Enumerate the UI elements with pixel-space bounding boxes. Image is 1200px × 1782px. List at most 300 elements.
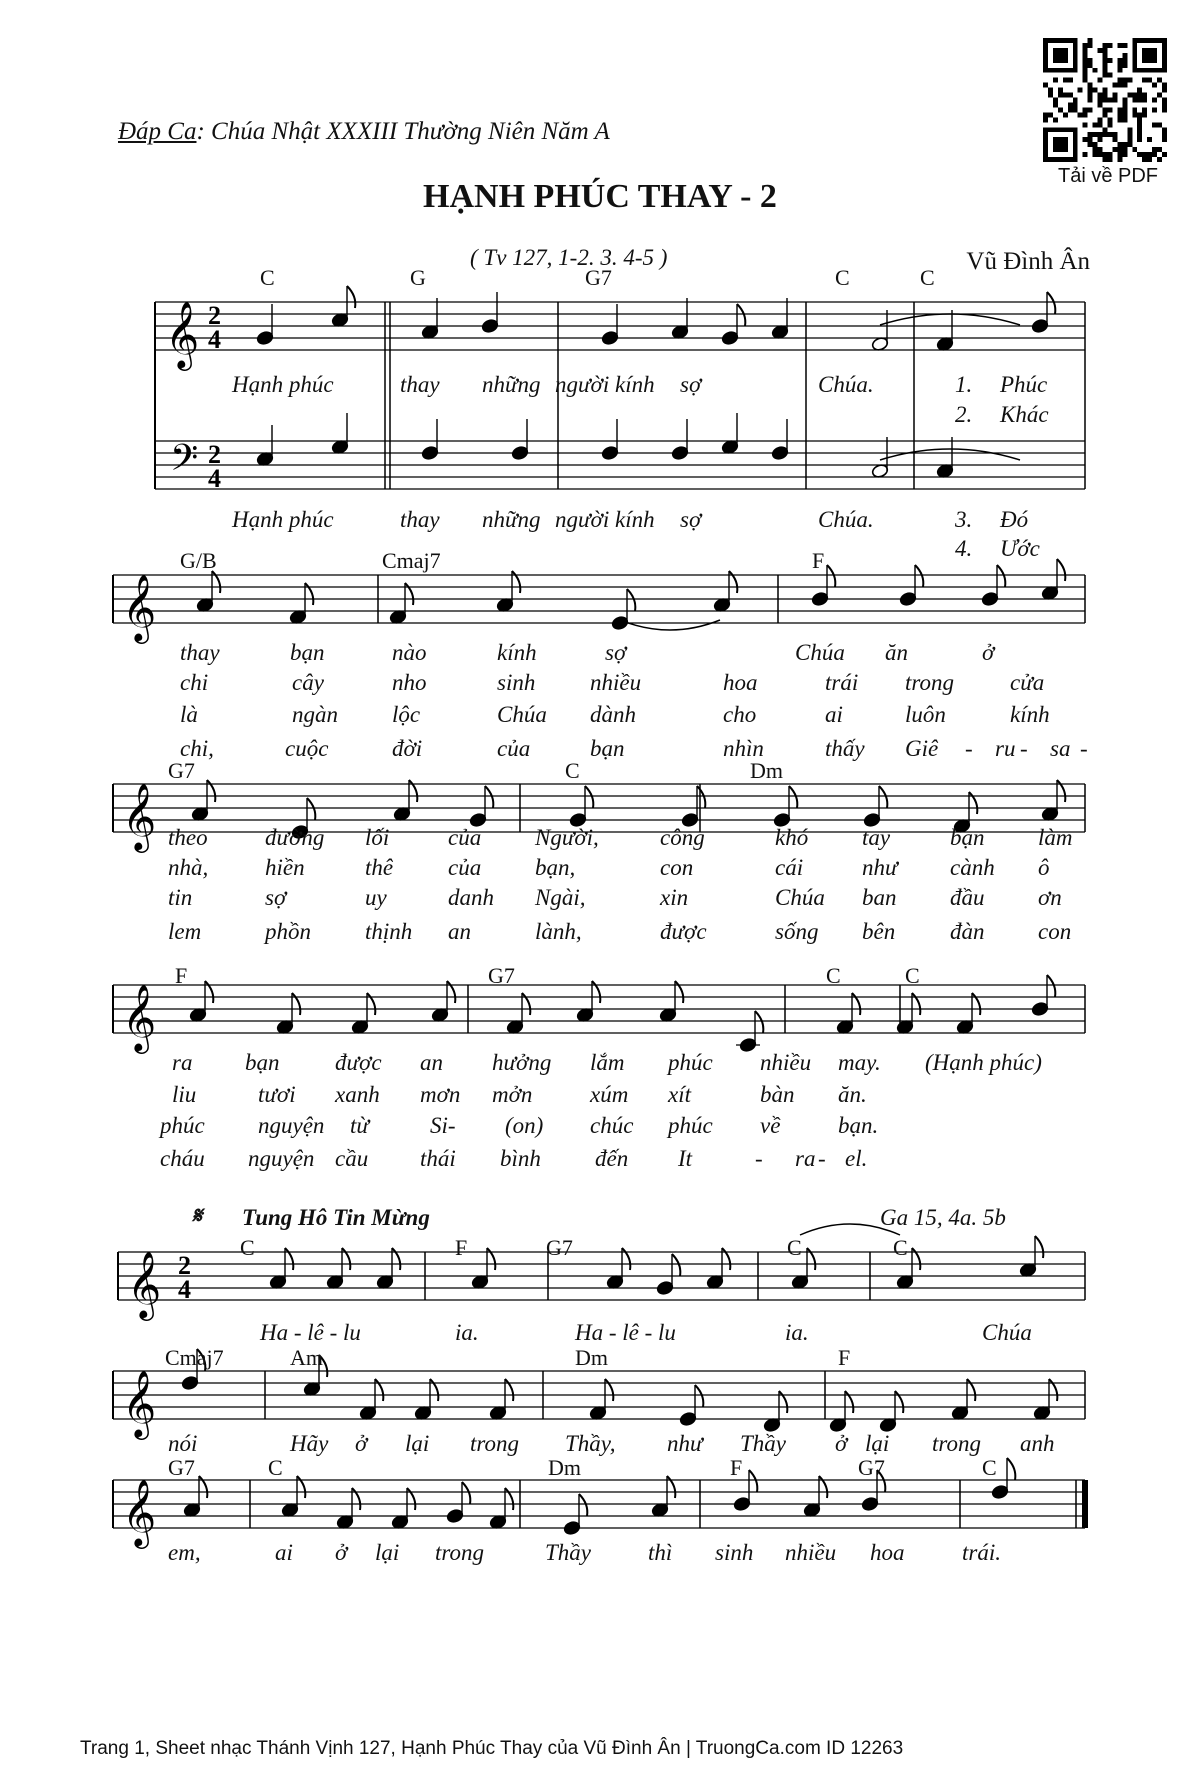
lyric-word: liu xyxy=(172,1082,197,1107)
lyric-word: tươi xyxy=(258,1082,296,1107)
lyric-word: trái. xyxy=(962,1540,1001,1565)
note-flag xyxy=(1057,780,1065,802)
chord-symbol: C xyxy=(565,758,580,783)
psalm-reference: ( Tv 127, 1-2. 3. 4-5 ) xyxy=(470,245,668,270)
note-head xyxy=(481,318,499,333)
section-title: Tung Hô Tin Mừng xyxy=(242,1205,430,1230)
lyric-word: an xyxy=(420,1050,443,1075)
lyric-word: được xyxy=(660,919,707,944)
lyric-word: Thầy xyxy=(740,1431,786,1456)
lyric-word: ở xyxy=(982,640,995,665)
lyric-word: em, xyxy=(168,1540,201,1565)
note-head xyxy=(671,445,689,460)
note-head xyxy=(601,330,619,345)
lyric-word: Phúc xyxy=(1000,372,1048,397)
note-head xyxy=(771,445,789,460)
lyric-word: lại xyxy=(865,1431,890,1456)
lyric-word: danh xyxy=(448,885,494,910)
note-flag xyxy=(697,786,705,808)
lyric-word: xin xyxy=(660,885,689,910)
lyric-word: sinh xyxy=(715,1540,754,1565)
chord-symbol: C xyxy=(260,265,275,290)
lyric-word: thì xyxy=(648,1540,673,1565)
lyric-word: trong xyxy=(470,1431,519,1456)
lyric-word: Hạnh phúc xyxy=(232,507,334,532)
lyric-word: bạn, xyxy=(535,855,576,880)
tie xyxy=(880,314,1020,325)
lyric-word: hoa xyxy=(870,1540,905,1565)
lyric-word: bạn. xyxy=(838,1113,879,1138)
note-flag xyxy=(347,286,355,308)
lyric-word: cành xyxy=(950,855,995,880)
lyric-word: Người, xyxy=(535,825,599,850)
lyric-word: ru xyxy=(995,736,1016,761)
time-signature: 2 xyxy=(178,1251,191,1280)
lyric-word: ra xyxy=(795,1146,816,1171)
note-head xyxy=(601,445,619,460)
note-flag xyxy=(592,981,600,1003)
lyric-word: Giê xyxy=(905,736,939,761)
note-flag xyxy=(807,1248,815,1270)
lyric-word: Chúa. xyxy=(818,372,874,397)
note-head xyxy=(733,1496,751,1511)
lyric-word: lem xyxy=(168,919,202,944)
lyric-word: làm xyxy=(1038,825,1073,850)
time-signature: 2 xyxy=(208,440,221,469)
chord-symbol: F xyxy=(838,1345,851,1370)
treble-clef-icon: 𝄞 xyxy=(122,573,157,641)
note-flag xyxy=(205,981,213,1003)
chord-symbol: G xyxy=(410,265,426,290)
slur xyxy=(620,620,720,630)
note-head xyxy=(563,1520,581,1535)
note-flag xyxy=(997,565,1005,587)
lyric-word: thịnh xyxy=(365,919,413,944)
chord-symbol: G7 xyxy=(168,1455,195,1480)
note-flag xyxy=(285,1248,293,1270)
lyric-word: ia. xyxy=(455,1320,479,1345)
note-flag xyxy=(1007,1458,1015,1480)
lyric-word: phúc xyxy=(668,1113,713,1138)
note-head xyxy=(1031,1001,1049,1016)
lyric-word: kính xyxy=(1010,702,1050,727)
note-head xyxy=(811,591,829,606)
song-title: HẠNH PHÚC THAY - 2 xyxy=(423,178,777,215)
note-head xyxy=(991,1484,1009,1499)
segno-icon: 𝄋 xyxy=(192,1203,202,1228)
note-head xyxy=(511,445,529,460)
svg-text:4: 4 xyxy=(208,325,221,354)
note-flag xyxy=(1047,292,1055,314)
chord-symbol: C xyxy=(787,1235,802,1260)
lyric-word: bạn xyxy=(290,640,325,665)
lyric-word: mơn xyxy=(420,1082,461,1107)
chord-symbol: C xyxy=(920,265,935,290)
lyric-word: thay xyxy=(400,372,440,397)
tie xyxy=(880,449,1020,460)
note-flag xyxy=(405,583,413,605)
note-flag xyxy=(695,1385,703,1407)
lyric-word: được xyxy=(335,1050,382,1075)
chord-symbol: F xyxy=(812,548,825,573)
note-head xyxy=(1031,318,1049,333)
lyric-word: thái xyxy=(420,1146,456,1171)
lyric-word: thấy xyxy=(825,736,865,761)
lyric-word: Chúa xyxy=(795,640,845,665)
note-flag xyxy=(375,1379,383,1401)
note-flag xyxy=(1047,975,1055,997)
chord-symbol: Cmaj7 xyxy=(382,548,441,573)
lyric-word: It xyxy=(678,1146,693,1171)
lyric-word: (on) xyxy=(505,1113,544,1138)
lyric-word: mởn xyxy=(492,1082,533,1107)
note-head xyxy=(256,330,274,345)
lyric-word: khó xyxy=(775,825,809,850)
download-pdf-link[interactable]: Tải về PDF xyxy=(1057,165,1159,187)
chord-symbol: G/B xyxy=(180,548,217,573)
lyric-word: an xyxy=(448,919,471,944)
lyric-word: uy xyxy=(365,885,387,910)
note-head xyxy=(899,591,917,606)
lyric-word: trong xyxy=(435,1540,484,1565)
lyric-word: 1. xyxy=(955,372,973,397)
lyric-word: như xyxy=(862,855,898,880)
lyric-word: nhìn xyxy=(723,736,764,761)
note-flag xyxy=(409,780,417,802)
lyric-word: hưởng xyxy=(492,1050,552,1075)
lyric-word: 3. xyxy=(955,507,973,532)
note-flag xyxy=(292,993,300,1015)
lyric-word: ia. xyxy=(785,1320,809,1345)
lyric-word: dành xyxy=(590,702,636,727)
lyric-word: sợ xyxy=(265,885,287,910)
lyric-word: sợ xyxy=(680,372,702,397)
lyric-word: Chúa xyxy=(497,702,547,727)
lyric-word: nhiều xyxy=(590,670,642,695)
note-flag xyxy=(627,589,635,611)
chord-symbol: G7 xyxy=(585,265,612,290)
lyric-word: sa xyxy=(1050,736,1071,761)
lyric-word: xúm xyxy=(590,1082,629,1107)
svg-text:4: 4 xyxy=(178,1275,191,1304)
note-flag xyxy=(672,1254,680,1276)
lyric-word: những xyxy=(482,372,541,397)
note-flag xyxy=(852,993,860,1015)
lyric-word: nguyện xyxy=(258,1113,325,1138)
chord-symbol: Am xyxy=(290,1345,323,1370)
lyric-word: ăn. xyxy=(838,1082,867,1107)
note-flag xyxy=(749,1470,757,1492)
lyric-word: lối xyxy=(365,825,390,850)
treble-clef-icon: 𝄞 xyxy=(127,1250,162,1318)
bass-clef-icon: 𝄢 xyxy=(170,437,199,488)
lyric-word: cháu xyxy=(160,1146,205,1171)
lyric-word: ai xyxy=(825,702,843,727)
note-flag xyxy=(199,1476,207,1498)
lyric-word: nguyện xyxy=(248,1146,315,1171)
lyric-word: - xyxy=(1020,736,1028,761)
chord-symbol: Dm xyxy=(750,758,783,783)
note-flag xyxy=(779,1391,787,1413)
lyric-word: tin xyxy=(168,885,193,910)
lyric-word: cái xyxy=(775,855,804,880)
lyric-word: của xyxy=(448,825,482,850)
lyric-word: như xyxy=(667,1431,703,1456)
lyric-word: - xyxy=(965,736,973,761)
note-flag xyxy=(505,1379,513,1401)
note-head xyxy=(656,1280,674,1295)
note-flag xyxy=(212,571,220,593)
chord-symbol: C xyxy=(982,1455,997,1480)
lyric-word: thê xyxy=(365,855,394,880)
note-flag xyxy=(505,1488,513,1510)
note-head xyxy=(421,445,439,460)
chord-symbol: F xyxy=(730,1455,743,1480)
note-flag xyxy=(585,786,593,808)
note-flag xyxy=(605,1379,613,1401)
lyric-word: Chúa xyxy=(775,885,825,910)
lyric-word: lắm xyxy=(590,1050,625,1075)
lyric-word: của xyxy=(448,855,482,880)
lyric-word: đàn xyxy=(950,919,985,944)
lyric-word: Chúa xyxy=(982,1320,1032,1345)
lyric-word: xít xyxy=(668,1082,691,1107)
note-flag xyxy=(462,1482,470,1504)
chord-symbol: G7 xyxy=(488,963,515,988)
lyric-word: chúc xyxy=(590,1113,634,1138)
lyric-word: 2. xyxy=(955,402,973,427)
note-flag xyxy=(392,1248,400,1270)
lyric-word: may. xyxy=(838,1050,881,1075)
lyric-word: đến xyxy=(595,1146,629,1171)
lyric-word: ở xyxy=(335,1540,348,1565)
treble-clef-icon: 𝄞 xyxy=(122,782,157,850)
lyric-word: người xyxy=(555,372,610,397)
note-flag xyxy=(522,993,530,1015)
lyric-word: anh xyxy=(1020,1431,1055,1456)
note-head xyxy=(181,1375,199,1390)
lyric-word: ở xyxy=(355,1431,368,1456)
svg-text:4: 4 xyxy=(208,464,221,493)
lyric-word: bình xyxy=(500,1146,541,1171)
note-flag xyxy=(755,1011,763,1033)
lyric-word: đầu xyxy=(950,885,985,910)
lyric-word: ai xyxy=(275,1540,293,1565)
lyric-word: bên xyxy=(862,919,896,944)
lyric-word: tay xyxy=(862,825,891,850)
lyric-word: Khác xyxy=(1000,402,1049,427)
time-signature: 2 xyxy=(208,301,221,330)
header-subtitle: : Chúa Nhật XXXIII Thường Niên Năm A xyxy=(196,118,610,145)
note-flag xyxy=(487,1248,495,1270)
note-flag xyxy=(207,780,215,802)
note-flag xyxy=(722,1248,730,1270)
lyric-word: lộc xyxy=(392,702,421,727)
lyric-word: lành, xyxy=(535,919,582,944)
lyric-word: con xyxy=(660,855,694,880)
note-head xyxy=(861,1496,879,1511)
lyric-word: bàn xyxy=(760,1082,795,1107)
lyric-word: sợ xyxy=(605,640,627,665)
lyric-word: luôn xyxy=(905,702,946,727)
lyric-word: đời xyxy=(392,736,423,761)
note-flag xyxy=(367,993,375,1015)
note-flag xyxy=(789,786,797,808)
note-flag xyxy=(307,798,315,820)
lyric-word: bạn xyxy=(245,1050,280,1075)
lyric-word: nói xyxy=(168,1431,198,1456)
lyric-word: bạn xyxy=(590,736,625,761)
lyric-word: từ xyxy=(350,1113,369,1138)
note-flag xyxy=(819,1476,827,1498)
lyric-word: cây xyxy=(292,670,324,695)
note-flag xyxy=(879,786,887,808)
lyric-word: thay xyxy=(180,640,220,665)
chord-symbol: Dm xyxy=(575,1345,608,1370)
note-flag xyxy=(675,981,683,1003)
lyric-word: hoa xyxy=(723,670,758,695)
lyric-word: Đó xyxy=(1000,507,1029,532)
chord-symbol: F xyxy=(175,963,188,988)
lyric-word: nhiều xyxy=(785,1540,837,1565)
lyric-word: trong xyxy=(905,670,954,695)
chord-symbol: C xyxy=(268,1455,283,1480)
note-head xyxy=(981,591,999,606)
lyric-word: ban xyxy=(862,885,897,910)
lyric-word: của xyxy=(497,736,531,761)
lyric-word: phúc xyxy=(160,1113,205,1138)
note-flag xyxy=(967,1379,975,1401)
chord-symbol: Dm xyxy=(548,1455,581,1480)
lyric-word: ơn xyxy=(1038,885,1062,910)
note-flag xyxy=(1049,1379,1057,1401)
chord-symbol: C xyxy=(905,963,920,988)
lyric-word: ra xyxy=(172,1050,193,1075)
chord-symbol: C xyxy=(835,265,850,290)
note-head xyxy=(721,330,739,345)
treble-clef-icon: 𝄞 xyxy=(122,983,157,1051)
lyric-word: Ngài, xyxy=(535,885,586,910)
note-flag xyxy=(912,1248,920,1270)
lyric-word: về xyxy=(760,1113,781,1138)
note-flag xyxy=(729,571,737,593)
note-flag xyxy=(305,583,313,605)
chord-symbol: F xyxy=(455,1235,468,1260)
chord-symbol: G7 xyxy=(168,758,195,783)
lyric-word: - xyxy=(1080,736,1088,761)
lyric-word: kính xyxy=(615,372,655,397)
chord-symbol: C xyxy=(826,963,841,988)
lyric-word: trái xyxy=(825,670,859,695)
page-footer: Trang 1, Sheet nhạc Thánh Vịnh 127, Hạnh Phúc Thay của Vũ Đình Ân | TruongCa.com ID 12263 xyxy=(80,1738,904,1759)
lyric-word: nhà, xyxy=(168,855,209,880)
lyric-word: Hãy xyxy=(290,1431,329,1456)
note-flag xyxy=(407,1488,415,1510)
lyric-word: Chúa. xyxy=(818,507,874,532)
lyric-word: ở xyxy=(835,1431,848,1456)
lyric-word: theo xyxy=(168,825,208,850)
lyric-word: nhiều xyxy=(760,1050,812,1075)
note-flag xyxy=(912,993,920,1015)
lyric-word: hiền xyxy=(265,855,305,880)
note-flag xyxy=(969,792,977,814)
note-flag xyxy=(579,1494,587,1516)
lyric-word: - xyxy=(818,1146,826,1171)
note-flag xyxy=(342,1248,350,1270)
lyric-word: chi, xyxy=(180,736,214,761)
lyric-word: bạn xyxy=(950,825,985,850)
note-flag xyxy=(622,1248,630,1270)
note-flag xyxy=(895,1391,903,1413)
note-flag xyxy=(430,1379,438,1401)
note-flag xyxy=(1035,1236,1043,1258)
lyric-word: nho xyxy=(392,670,427,695)
chord-symbol: C xyxy=(240,1235,255,1260)
lyric-word: Hạnh phúc xyxy=(232,372,334,397)
note-flag xyxy=(915,565,923,587)
chord-symbol: Cmaj7 xyxy=(165,1345,224,1370)
lyric-word: ăn xyxy=(885,640,908,665)
lyric-word: phồn xyxy=(265,919,311,944)
lyric-word: lại xyxy=(375,1540,400,1565)
lyric-word: - xyxy=(755,1146,763,1171)
note-flag xyxy=(297,1476,305,1498)
lyric-word: lại xyxy=(405,1431,430,1456)
lyric-word: con xyxy=(1038,919,1072,944)
lyric-word: cầu xyxy=(335,1146,369,1171)
note-flag xyxy=(352,1488,360,1510)
lyric-word: cuộc xyxy=(285,736,329,761)
note-flag xyxy=(485,786,493,808)
chord-symbol: C xyxy=(893,1235,908,1260)
lyric-word: 4. xyxy=(955,536,973,561)
lyric-word: sinh xyxy=(497,670,536,695)
lyric-word: những xyxy=(482,507,541,532)
lyric-word: phúc xyxy=(668,1050,713,1075)
note-flag xyxy=(827,565,835,587)
composer: Vũ Đình Ân xyxy=(966,248,1090,275)
treble-clef-icon: 𝄞 xyxy=(122,1369,157,1437)
lyric-word: kính xyxy=(615,507,655,532)
note-flag xyxy=(667,1476,675,1498)
lyric-word: Si- xyxy=(430,1113,456,1138)
header-label: Đáp Ca xyxy=(118,118,197,145)
lyric-word: Ha - lê - lu xyxy=(575,1320,676,1345)
gospel-reference: Ga 15, 4a. 5b xyxy=(880,1205,1006,1230)
lyric-word: đường xyxy=(265,825,325,850)
lyric-word: nào xyxy=(392,640,427,665)
chord-symbol: G7 xyxy=(546,1235,573,1260)
note-head xyxy=(679,1411,697,1426)
lyric-word: cửa xyxy=(1010,670,1045,695)
note-flag xyxy=(972,993,980,1015)
lyric-word: Thầy, xyxy=(565,1431,616,1456)
lyric-word: Thầy xyxy=(545,1540,591,1565)
lyric-word: Ha - lê - lu xyxy=(260,1320,361,1345)
chord-symbol: G7 xyxy=(858,1455,885,1480)
lyric-word: thay xyxy=(400,507,440,532)
lyric-word: el. xyxy=(845,1146,868,1171)
note-flag xyxy=(1057,559,1065,581)
lyric-word: (Hạnh phúc) xyxy=(925,1050,1042,1075)
note-flag xyxy=(737,304,745,326)
lyric-word: Ước xyxy=(1000,536,1040,561)
note-flag xyxy=(447,981,455,1003)
treble-clef-icon: 𝄞 xyxy=(165,300,200,368)
note-flag xyxy=(845,1391,853,1413)
treble-clef-icon: 𝄞 xyxy=(122,1478,157,1546)
lyric-word: ngàn xyxy=(292,702,338,727)
